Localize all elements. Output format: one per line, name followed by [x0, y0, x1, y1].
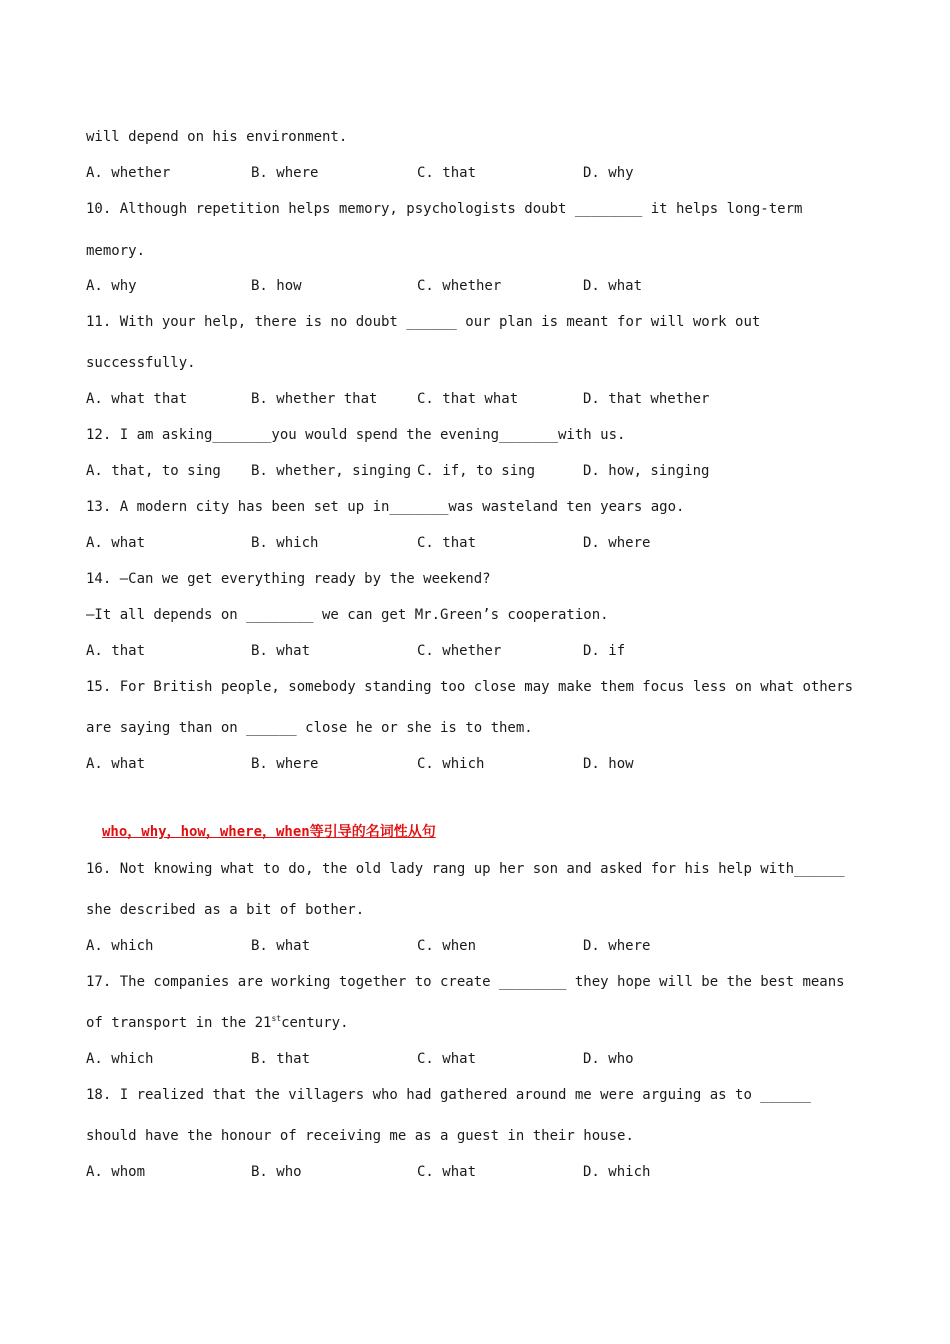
question-18-stem-cont: should have the honour of receiving me as a guest in their house. — [86, 1128, 634, 1144]
question-10-stem: 10. Although repetition helps memory, psychologists doubt ________ it helps long-term — [86, 201, 803, 217]
question-15-stem-cont: are saying than on ______ close he or she is to them. — [86, 720, 533, 736]
option-b: B. what — [251, 643, 311, 659]
question-15-stem: 15. For British people, somebody standing too close may make them focus less on what others — [86, 679, 854, 695]
question-14-stem: 14. —Can we get everything ready by the weekend? — [86, 571, 491, 587]
section-heading — [102, 822, 436, 842]
option-d: D. who — [583, 1051, 634, 1067]
option-d: D. where — [583, 938, 651, 954]
question-11-stem: 11. With your help, there is no doubt ______ our plan is meant for will work out — [86, 314, 761, 330]
question-17-stem: 17. The companies are working together to create ________ they hope will be the best means — [86, 974, 845, 990]
section-heading-chinese: 等引导的名词性从句 — [309, 824, 436, 840]
option-c: C. that what — [417, 391, 519, 407]
option-a: A. why — [86, 278, 137, 294]
question-14-stem-cont: —It all depends on ________ we can get Mr.Green’s cooperation. — [86, 607, 609, 623]
option-c: C. whether — [417, 278, 502, 294]
question-9-continuation: will depend on his environment. — [86, 129, 348, 145]
question-17-stem-cont — [86, 1013, 349, 1033]
option-d: D. why — [583, 165, 634, 181]
option-a: A. whether — [86, 165, 171, 181]
stem-text-end: century. — [281, 1015, 349, 1031]
option-b: B. who — [251, 1164, 302, 1180]
option-a: A. what that — [86, 391, 188, 407]
option-a: A. which — [86, 1051, 154, 1067]
option-c: C. what — [417, 1051, 477, 1067]
option-b: B. what — [251, 938, 311, 954]
question-18-stem: 18. I realized that the villagers who had gathered around me were arguing as to ______ — [86, 1087, 811, 1103]
option-c: C. when — [417, 938, 477, 954]
option-c: C. that — [417, 165, 477, 181]
question-16-stem: 16. Not knowing what to do, the old lady rang up her son and asked for his help with______ — [86, 861, 845, 877]
option-c: C. which — [417, 756, 485, 772]
option-a: A. that, to sing — [86, 463, 221, 479]
ordinal-superscript: st — [271, 1014, 282, 1023]
option-d: D. what — [583, 278, 643, 294]
option-d: D. where — [583, 535, 651, 551]
option-d: D. that whether — [583, 391, 710, 407]
option-c: C. whether — [417, 643, 502, 659]
option-b: B. where — [251, 756, 319, 772]
option-d: D. how — [583, 756, 634, 772]
option-b: B. that — [251, 1051, 311, 1067]
option-d: D. which — [583, 1164, 651, 1180]
section-heading-latin: who，why，how，where，when — [102, 824, 310, 840]
option-b: B. whether, singing — [251, 463, 412, 479]
stem-text: of transport in the 21 — [86, 1015, 272, 1031]
option-d: D. how, singing — [583, 463, 710, 479]
option-a: A. that — [86, 643, 146, 659]
option-a: A. whom — [86, 1164, 146, 1180]
option-b: B. where — [251, 165, 319, 181]
question-16-stem-cont: she described as a bit of bother. — [86, 902, 365, 918]
question-10-stem-cont: memory. — [86, 243, 146, 259]
option-a: A. what — [86, 535, 146, 551]
option-c: C. that — [417, 535, 477, 551]
option-d: D. if — [583, 643, 626, 659]
option-c: C. what — [417, 1164, 477, 1180]
option-b: B. whether that — [251, 391, 378, 407]
question-12-stem: 12. I am asking_______you would spend the evening_______with us. — [86, 427, 626, 443]
option-b: B. which — [251, 535, 319, 551]
question-13-stem: 13. A modern city has been set up in_______was wasteland ten years ago. — [86, 499, 685, 515]
option-b: B. how — [251, 278, 302, 294]
option-c: C. if, to sing — [417, 463, 536, 479]
question-11-stem-cont: successfully. — [86, 355, 196, 371]
option-a: A. what — [86, 756, 146, 772]
option-a: A. which — [86, 938, 154, 954]
